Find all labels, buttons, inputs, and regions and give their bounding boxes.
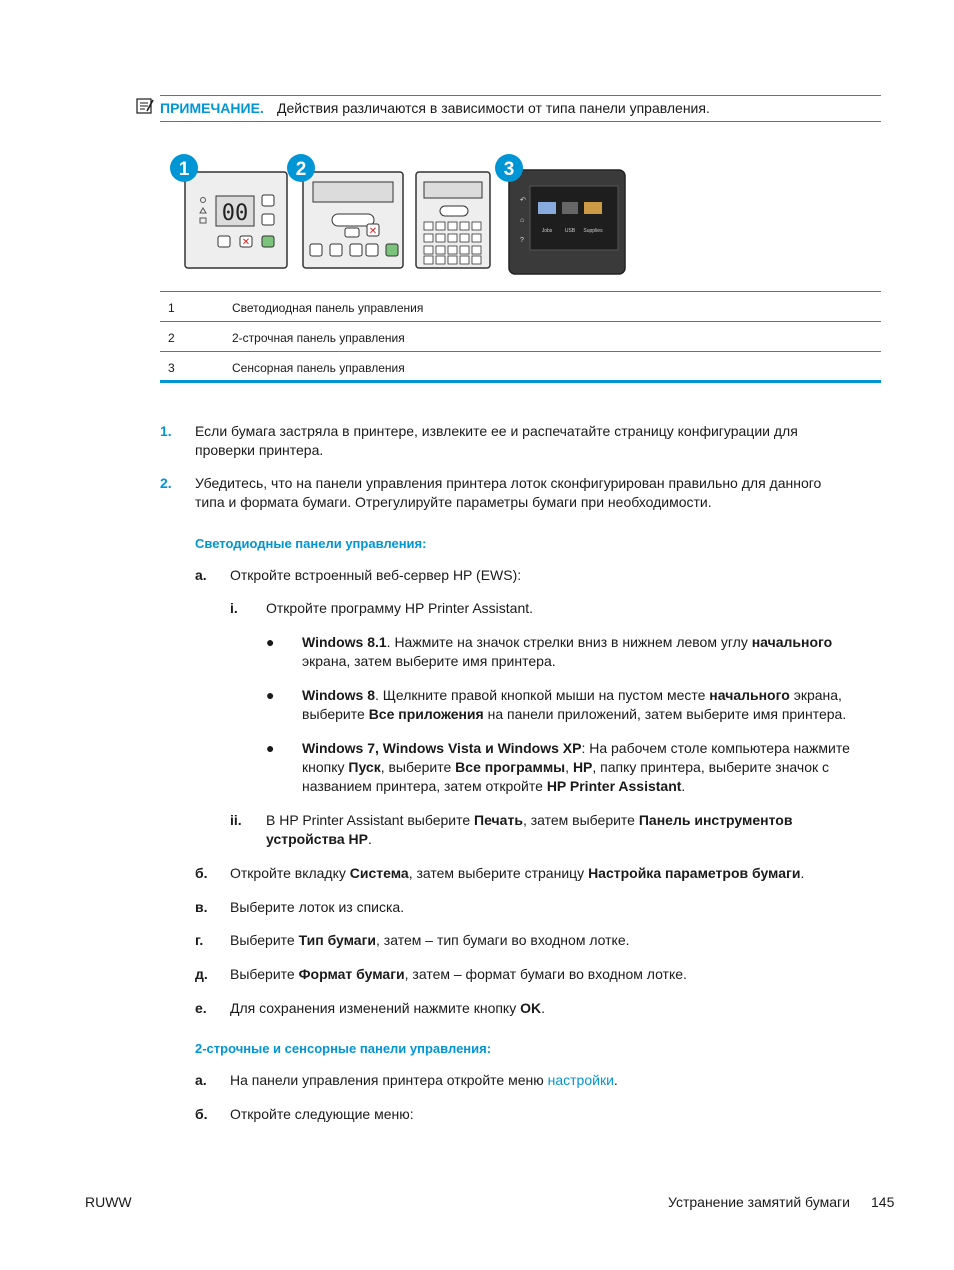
note-bottom-rule	[160, 121, 881, 122]
note-label: ПРИМЕЧАНИЕ.	[160, 100, 264, 116]
led-i-mark: i.	[230, 600, 238, 616]
bullet-1-line-1: Windows 8.1. Нажмите на значок стрелки вниз в нижнем левом углу начального	[302, 634, 833, 650]
svg-text:?: ?	[520, 237, 524, 244]
led-a-mark: а.	[195, 567, 207, 583]
step-2-line-2: типа и формата бумаги. Отрегулируйте параметры бумаги при необходимости.	[195, 494, 712, 510]
two-line-panel-illustration	[303, 172, 403, 268]
callout-3-label: 3	[503, 159, 515, 180]
control-panels-figure	[160, 140, 640, 280]
bullet-icon: ●	[266, 687, 275, 703]
svg-text:⌂: ⌂	[520, 217, 525, 224]
touch-label-supplies: Supplies	[583, 228, 603, 234]
keypad-panel-illustration	[416, 172, 490, 268]
step-2-number: 2.	[160, 475, 172, 491]
settings-link[interactable]: настройки	[547, 1072, 614, 1088]
note-top-rule	[160, 95, 881, 96]
step-1-line-2: проверки принтера.	[195, 442, 324, 458]
bullet-2-line-1: Windows 8. Щелкните правой кнопкой мыши на пустом месте начального экрана,	[302, 687, 842, 703]
led-panel-illustration	[185, 172, 287, 268]
bullet-2-line-2: выберите Все приложения на панели приложений, затем выберите имя принтера.	[302, 706, 847, 722]
bullet-icon: ●	[266, 740, 275, 756]
step-1-line-1: Если бумага застряла в принтере, извлеките ее и распечатайте страницу конфигурации для	[195, 423, 798, 439]
bullet-1-line-2: экрана, затем выберите имя принтера.	[302, 653, 556, 669]
led-d-text: Выберите Формат бумаги, затем – формат бумаги во входном лотке.	[230, 966, 687, 982]
led-a-text: Откройте встроенный веб-сервер HP (EWS):	[230, 567, 522, 583]
led-v-text: Выберите лоток из списка.	[230, 899, 405, 915]
callout-2-label: 2	[295, 159, 307, 180]
touch-panel-illustration	[509, 170, 625, 274]
led-g-mark: г.	[195, 932, 204, 948]
led-b-mark: б.	[195, 865, 208, 881]
twoline-b-mark: б.	[195, 1106, 208, 1122]
led-e-text: Для сохранения изменений нажмите кнопку OK.	[230, 1000, 545, 1016]
bullet-3-line-2: кнопку Пуск, выберите Все программы, HP, папку принтера, выберите значок с	[302, 759, 830, 775]
led-ii-mark: ii.	[230, 812, 242, 828]
led-g-text: Выберите Тип бумаги, затем – тип бумаги во входном лотке.	[230, 932, 630, 948]
row-description: 2-строчная панель управления	[232, 331, 405, 345]
footer-left: RUWW	[85, 1194, 132, 1210]
row-description: Светодиодная панель управления	[232, 301, 424, 315]
led-v-mark: в.	[195, 899, 208, 915]
led-b-text: Откройте вкладку Система, затем выберите страницу Настройка параметров бумаги.	[230, 865, 805, 881]
row-number: 3	[168, 361, 175, 375]
bullet-3-line-1: Windows 7, Windows Vista и Windows XP: На рабочем столе компьютера нажмите	[302, 740, 850, 756]
bullet-3-line-3: названием принтера, затем откройте HP Printer Assistant.	[302, 778, 686, 794]
svg-text:✕: ✕	[368, 226, 378, 237]
svg-text:00: 00	[221, 201, 249, 226]
twoline-b-text: Откройте следующие меню:	[230, 1106, 414, 1122]
step-2-line-1: Убедитесь, что на панели управления принтера лоток сконфигурирован правильно для данного	[195, 475, 822, 491]
led-heading: Светодиодные панели управления:	[195, 536, 427, 551]
note-text: Действия различаются в зависимости от типа панели управления.	[277, 100, 710, 116]
led-ii-line-1: В HP Printer Assistant выберите Печать, затем выберите Панель инструментов	[266, 812, 793, 828]
led-i-text: Откройте программу HP Printer Assistant.	[266, 600, 534, 616]
step-1-number: 1.	[160, 423, 172, 439]
callout-1-label: 1	[178, 159, 190, 180]
legend-table	[160, 291, 881, 381]
svg-text:↶: ↶	[520, 197, 526, 204]
led-ii-line-2: устройства HP.	[266, 831, 372, 847]
row-description: Сенсорная панель управления	[232, 361, 405, 375]
table-row	[160, 351, 881, 381]
svg-text:✕: ✕	[241, 237, 251, 248]
table-row	[160, 291, 881, 321]
twoline-a-text: На панели управления принтера откройте меню настройки.	[230, 1072, 618, 1088]
led-d-mark: д.	[195, 966, 208, 982]
table-row	[160, 321, 881, 351]
led-e-mark: е.	[195, 1000, 207, 1016]
touch-label-usb: USB	[564, 228, 576, 234]
touch-label-jobs: Jobs	[541, 228, 553, 234]
table-bottom-rule	[160, 380, 881, 383]
row-number: 2	[168, 331, 175, 345]
row-number: 1	[168, 301, 175, 315]
bullet-icon: ●	[266, 634, 275, 650]
footer-title: Устранение замятий бумаги	[668, 1194, 850, 1210]
page-number: 145	[871, 1194, 895, 1210]
twoline-heading: 2-строчные и сенсорные панели управления:	[195, 1041, 492, 1056]
twoline-a-mark: а.	[195, 1072, 207, 1088]
note-icon	[136, 98, 154, 114]
